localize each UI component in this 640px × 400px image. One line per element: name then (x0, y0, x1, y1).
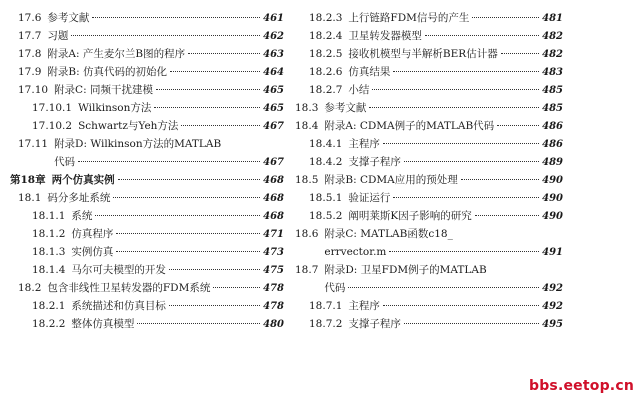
toc-page-number: 486 (542, 121, 563, 132)
leader-dots (95, 215, 260, 216)
toc-number: 18.1.3 (32, 246, 66, 258)
toc-number: 18.2.4 (309, 30, 343, 42)
toc-page-number: 473 (263, 247, 284, 258)
toc-page-number: 489 (542, 157, 563, 168)
toc-title: 系统 (71, 210, 93, 222)
toc-title: 习题 (47, 30, 69, 42)
toc-entry (10, 315, 284, 333)
toc-page-number: 478 (263, 283, 284, 294)
toc-number: 18.4 (295, 120, 319, 132)
toc-page-number: 490 (542, 175, 563, 186)
toc-number: 18.1.2 (32, 228, 66, 240)
leader-dots (116, 233, 260, 234)
toc-title: 马尔可夫模型的开发 (71, 264, 166, 276)
toc-title: 主程序 (348, 300, 380, 312)
toc-entry (10, 99, 284, 117)
leader-dots (404, 323, 539, 324)
toc-title: 仿真结果 (348, 66, 391, 78)
leader-dots (78, 161, 260, 162)
toc-page-number: 462 (263, 31, 284, 42)
toc-entry (287, 99, 563, 117)
leader-dots (475, 215, 539, 216)
toc-entry (287, 9, 563, 27)
toc-title-continued: 代码 (54, 156, 76, 168)
toc-page-number: 467 (263, 121, 284, 132)
leader-dots (501, 53, 539, 54)
toc-number: 18.5 (295, 174, 319, 186)
toc-page-number: 480 (263, 319, 284, 330)
toc-entry (10, 117, 284, 135)
leader-dots (169, 269, 260, 270)
leader-dots (154, 107, 260, 108)
leader-dots (92, 17, 260, 18)
toc-page-number: 467 (263, 157, 284, 168)
toc-page-number: 485 (542, 103, 563, 114)
toc-entry (10, 9, 284, 27)
toc-number: 17.10.2 (32, 120, 73, 132)
toc-page-number: 464 (263, 67, 284, 78)
toc-title: 参考文献 (47, 12, 90, 24)
toc-number: 18.4.2 (309, 156, 343, 168)
toc-left-column (10, 9, 284, 333)
toc-number: 18.1.1 (32, 210, 66, 222)
leader-dots (389, 251, 539, 252)
toc-title: 支撑子程序 (348, 156, 401, 168)
toc-page-number: 468 (263, 193, 284, 204)
toc-entry (10, 207, 284, 225)
leader-dots (497, 125, 539, 126)
leader-dots (425, 35, 539, 36)
toc-entry (287, 207, 563, 225)
toc-number: 18.2.5 (309, 48, 343, 60)
toc-entry (10, 63, 284, 81)
leader-dots (188, 53, 260, 54)
toc-entry (287, 153, 563, 171)
toc-right-column (287, 9, 563, 333)
toc-title: 小结 (348, 84, 370, 96)
toc-title: 包含非线性卫星转发器的FDM系统 (47, 282, 211, 294)
toc-number: 18.2.3 (309, 12, 343, 24)
toc-number: 18.7.1 (309, 300, 343, 312)
toc-title: 仿真程序 (71, 228, 114, 240)
toc-number: 18.1 (18, 192, 42, 204)
toc-number: 17.11 (18, 138, 49, 150)
toc-entry (287, 117, 563, 135)
toc-title: 附录A: CDMA例子的MATLAB代码 (324, 120, 495, 132)
leader-dots (369, 107, 539, 108)
toc-page-number: 475 (263, 265, 284, 276)
toc-title: 附录D: Wilkinson方法的MATLAB (54, 138, 222, 150)
leader-dots (372, 89, 539, 90)
toc-page-number: 468 (263, 175, 284, 186)
toc-number: 18.7.2 (309, 318, 343, 330)
toc-title: 整体仿真模型 (71, 318, 135, 330)
toc-number: 18.2.7 (309, 84, 343, 96)
toc-entry (10, 135, 284, 171)
leader-dots (393, 71, 539, 72)
toc-entry (10, 45, 284, 63)
leader-dots (71, 35, 260, 36)
toc-page-number: 482 (542, 31, 563, 42)
toc-number: 18.7 (295, 264, 319, 276)
leader-dots (383, 305, 539, 306)
toc-entry (287, 45, 563, 63)
toc-title: 实例仿真 (71, 246, 114, 258)
toc-entry (10, 225, 284, 243)
toc-title: 码分多址系统 (47, 192, 111, 204)
toc-entry (287, 81, 563, 99)
toc-number: 17.10 (18, 84, 49, 96)
toc-page-number: 461 (263, 13, 284, 24)
toc-title: 上行链路FDM信号的产生 (348, 12, 470, 24)
toc-page-number: 491 (542, 247, 563, 258)
toc-number: 18.5.2 (309, 210, 343, 222)
toc-title: 卫星转发器模型 (348, 30, 422, 42)
toc-title: 附录C: 同频干扰建模 (54, 84, 153, 96)
toc-number: 18.3 (295, 102, 319, 114)
leader-dots (472, 17, 539, 18)
leader-dots (213, 287, 260, 288)
toc-number: 18.4.1 (309, 138, 343, 150)
toc-entry (287, 63, 563, 81)
toc-title: 附录B: 仿真代码的初始化 (47, 66, 167, 78)
leader-dots (404, 161, 539, 162)
toc-entry (287, 171, 563, 189)
toc-number: 17.9 (18, 66, 42, 78)
toc-title: 附录C: MATLAB函数c18_ (324, 228, 453, 240)
toc-entry (10, 279, 284, 297)
toc-title: 接收机模型与半解析BER估计器 (348, 48, 498, 60)
leader-dots (118, 179, 261, 180)
toc-number: 18.1.4 (32, 264, 66, 276)
toc-page-number: 495 (542, 319, 563, 330)
toc-title: 附录A: 产生麦尔兰B图的程序 (47, 48, 186, 60)
toc-number: 18.2.6 (309, 66, 343, 78)
toc-number: 18.5.1 (309, 192, 343, 204)
toc-entry (287, 27, 563, 45)
toc-title: 系统描述和仿真目标 (71, 300, 166, 312)
leader-dots (113, 197, 260, 198)
toc-entry (10, 27, 284, 45)
toc-page-number: 465 (263, 85, 284, 96)
toc-number: 17.8 (18, 48, 42, 60)
toc-page-number: 492 (542, 301, 563, 312)
toc-title: 附录B: CDMA应用的预处理 (324, 174, 458, 186)
leader-dots (156, 89, 260, 90)
leader-dots (393, 197, 539, 198)
toc-entry (287, 225, 563, 261)
leader-dots (137, 323, 260, 324)
toc-number: 18.2.2 (32, 318, 66, 330)
toc-number: 17.6 (18, 12, 42, 24)
toc-title-continued: 代码 (324, 282, 346, 294)
toc-number: 17.7 (18, 30, 42, 42)
leader-dots (116, 251, 260, 252)
toc-page-number: 468 (263, 211, 284, 222)
toc-page-number: 485 (542, 85, 563, 96)
toc-title: 支撑子程序 (348, 318, 401, 330)
toc-page-number: 481 (542, 13, 563, 24)
toc-title: Wilkinson方法 (78, 102, 152, 114)
toc-page-number: 478 (263, 301, 284, 312)
toc-number: 18.2.1 (32, 300, 66, 312)
leader-dots (383, 143, 539, 144)
toc-entry (287, 315, 563, 333)
watermark-text: bbs.eetop.cn (528, 378, 634, 394)
toc-title: 主程序 (348, 138, 380, 150)
toc-title: 两个仿真实例 (51, 174, 115, 186)
toc-entry (10, 243, 284, 261)
toc-page-number: 486 (542, 139, 563, 150)
leader-dots (169, 305, 260, 306)
toc-title: 参考文献 (324, 102, 367, 114)
toc-page-number: 463 (263, 49, 284, 60)
toc-entry (287, 261, 563, 297)
toc-page-number: 490 (542, 193, 563, 204)
leader-dots (181, 125, 260, 126)
toc-page-number: 471 (263, 229, 284, 240)
toc-number: 18.2 (18, 282, 42, 294)
toc-title: Schwartz与Yeh方法 (78, 120, 179, 132)
toc-page-number: 482 (542, 49, 563, 60)
toc-page-number: 483 (542, 67, 563, 78)
toc-entry (287, 135, 563, 153)
toc-entry (10, 261, 284, 279)
leader-dots (461, 179, 539, 180)
toc-entry (287, 189, 563, 207)
toc-entry (10, 81, 284, 99)
toc-entry (10, 171, 284, 189)
leader-dots (170, 71, 260, 72)
toc-number: 17.10.1 (32, 102, 73, 114)
toc-entry (287, 297, 563, 315)
toc-title: 附录D: 卫星FDM例子的MATLAB (324, 264, 487, 276)
toc-number: 18.6 (295, 228, 319, 240)
toc-entry (10, 297, 284, 315)
toc-title: 验证运行 (348, 192, 391, 204)
toc-number: 第18章 (10, 174, 46, 186)
toc-page-number: 490 (542, 211, 563, 222)
toc-entry (10, 189, 284, 207)
leader-dots (348, 287, 539, 288)
toc-title-continued: errvector.m (324, 246, 387, 258)
toc-page-number: 465 (263, 103, 284, 114)
toc-title: 阐明莱斯K因子影响的研究 (348, 210, 472, 222)
toc-page-number: 492 (542, 283, 563, 294)
